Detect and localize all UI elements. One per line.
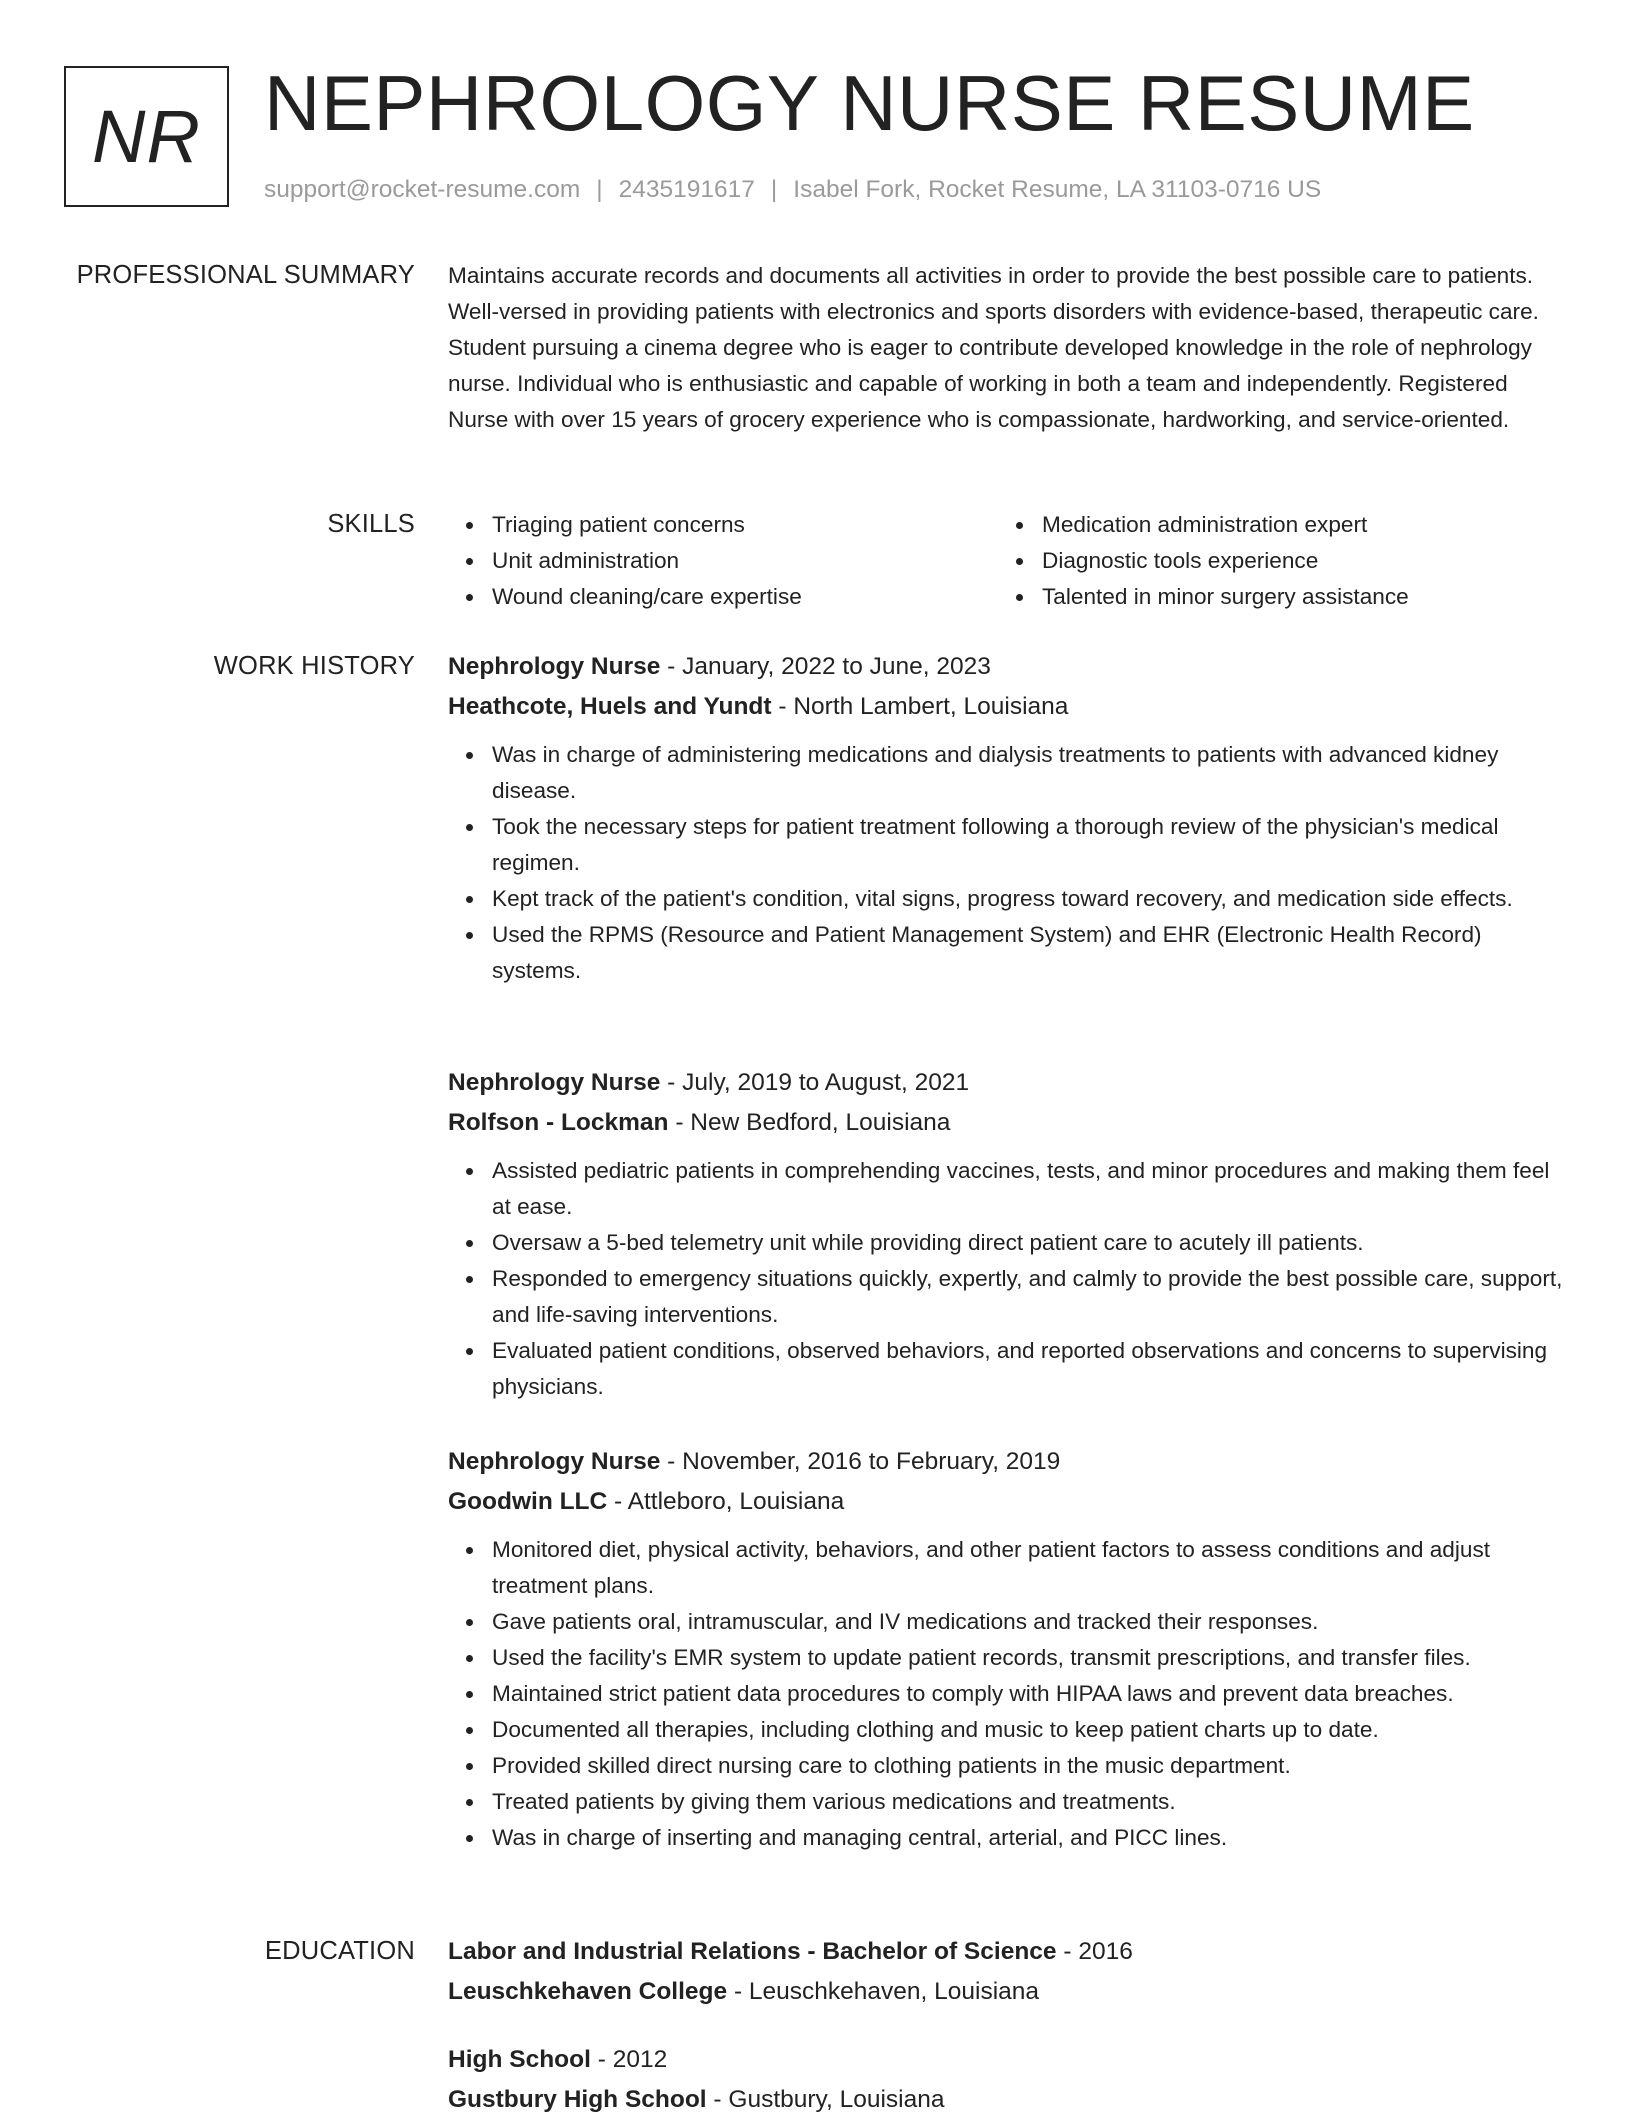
section-heading-summary: PROFESSIONAL SUMMARY	[76, 261, 415, 289]
job-bullet: Gave patients oral, intramuscular, and IV medications and tracked their responses.	[492, 1604, 1568, 1640]
job-entry	[448, 647, 1568, 989]
section-heading-skills: SKILLS	[327, 510, 415, 538]
education-school-line	[448, 1972, 1568, 2012]
education-school-line	[448, 2080, 1568, 2120]
monogram-initials: NR	[92, 95, 201, 178]
contact-phone: 2435191617	[618, 176, 755, 203]
job-bullet: Responded to emergency situations quickly, expertly, and calmly to provide the best possible care, support, and life-saving interventions.	[492, 1261, 1568, 1333]
contact-email: support@rocket-resume.com	[264, 176, 581, 203]
section-heading-work-history: WORK HISTORY	[213, 652, 415, 680]
job-location: - Attleboro, Louisiana	[607, 1488, 845, 1515]
section-heading-education: EDUCATION	[264, 1937, 415, 1965]
job-bullet: Oversaw a 5-bed telemetry unit while providing direct patient care to acutely ill patients.	[492, 1225, 1568, 1261]
skill-item: Medication administration expert	[1042, 507, 1548, 543]
job-bullet: Was in charge of administering medications and dialysis treatments to patients with advanced kidney disease.	[492, 737, 1568, 809]
skill-item: Wound cleaning/care expertise	[492, 579, 998, 615]
job-company: Goodwin LLC	[448, 1488, 608, 1515]
job-dates: - July, 2019 to August, 2021	[660, 1069, 970, 1096]
education-year: - 2016	[1056, 1938, 1133, 1965]
contact-address: Isabel Fork, Rocket Resume, LA 31103-0716 US	[793, 176, 1322, 203]
job-company-line	[448, 1103, 1568, 1143]
job-company-line	[448, 1482, 1568, 1522]
job-company: Heathcote, Huels and Yundt	[448, 693, 772, 720]
job-bullet: Used the facility's EMR system to update patient records, transmit prescriptions, and transfer files.	[492, 1640, 1568, 1676]
job-company: Rolfson - Lockman	[448, 1109, 669, 1136]
job-bullet: Evaluated patient conditions, observed behaviors, and reported observations and concerns to supervising physicians.	[492, 1333, 1568, 1405]
education-entry	[448, 1932, 1568, 2012]
resume-title: NEPHROLOGY NURSE RESUME	[264, 59, 1475, 147]
skills-column-right	[998, 507, 1548, 615]
education-degree: High School	[448, 2046, 591, 2073]
education-school: Gustbury High School	[448, 2086, 707, 2113]
summary-text: Maintains accurate records and documents all activities in order to provide the best possible care to patients. Well-versed in providing patients with electronics and sports disorders with evidence-based, therapeutic care. Student pursuing a cinema degree who is eager to contribute developed knowledge in the role of nephrology nurse. Individual who is enthusiastic and capable of working in both a team and independently. Registered Nurse with over 15 years of grocery experience who is compassionate, hardworking, and service-oriented.	[448, 263, 1539, 432]
job-bullet: Assisted pediatric patients in comprehending vaccines, tests, and minor procedures and making them feel at ease.	[492, 1153, 1568, 1225]
job-title: Nephrology Nurse	[448, 1448, 661, 1475]
monogram-box	[64, 66, 229, 207]
contact-line	[264, 174, 1321, 206]
education-degree-line	[448, 1932, 1568, 1972]
job-bullet: Treated patients by giving them various medications and treatments.	[492, 1784, 1568, 1820]
education-degree: Labor and Industrial Relations - Bachelor of Science	[448, 1938, 1057, 1965]
skill-item: Talented in minor surgery assistance	[1042, 579, 1548, 615]
education-location: - Gustbury, Louisiana	[706, 2086, 945, 2113]
job-title: Nephrology Nurse	[448, 1069, 661, 1096]
skills-column-left	[448, 507, 998, 615]
skill-item: Triaging patient concerns	[492, 507, 998, 543]
job-bullet: Maintained strict patient data procedures to comply with HIPAA laws and prevent data breaches.	[492, 1676, 1568, 1712]
skill-item: Unit administration	[492, 543, 998, 579]
job-bullet: Used the RPMS (Resource and Patient Management System) and EHR (Electronic Health Record) systems.	[492, 917, 1568, 989]
education-location: - Leuschkehaven, Louisiana	[727, 1978, 1040, 2005]
job-title-line	[448, 647, 1568, 687]
job-location: - New Bedford, Louisiana	[668, 1109, 951, 1136]
job-title: Nephrology Nurse	[448, 653, 661, 680]
job-bullet: Monitored diet, physical activity, behaviors, and other patient factors to assess conditions and adjust treatment plans.	[492, 1532, 1568, 1604]
contact-separator: |	[596, 176, 603, 203]
education-entry	[448, 2040, 1568, 2120]
job-bullet: Kept track of the patient's condition, vital signs, progress toward recovery, and medication side effects.	[492, 881, 1568, 917]
job-entry	[448, 1063, 1568, 1405]
job-bullet: Took the necessary steps for patient treatment following a thorough review of the physician's medical regimen.	[492, 809, 1568, 881]
job-dates: - November, 2016 to February, 2019	[660, 1448, 1061, 1475]
job-bullets	[448, 1532, 1568, 1856]
education-school: Leuschkehaven College	[448, 1978, 728, 2005]
contact-separator: |	[770, 176, 778, 203]
job-bullets	[448, 1153, 1568, 1405]
job-bullet: Was in charge of inserting and managing central, arterial, and PICC lines.	[492, 1820, 1568, 1856]
job-dates: - January, 2022 to June, 2023	[660, 653, 991, 680]
job-company-line	[448, 687, 1568, 727]
job-title-line	[448, 1063, 1568, 1103]
skills-grid	[448, 507, 1568, 615]
job-entry	[448, 1442, 1568, 1856]
job-location: - North Lambert, Louisiana	[771, 693, 1069, 720]
skill-item: Diagnostic tools experience	[1042, 543, 1548, 579]
job-bullet: Provided skilled direct nursing care to clothing patients in the music department.	[492, 1748, 1568, 1784]
job-title-line	[448, 1442, 1568, 1482]
job-bullet: Documented all therapies, including clothing and music to keep patient charts up to date.	[492, 1712, 1568, 1748]
education-degree-line	[448, 2040, 1568, 2080]
education-year: - 2012	[590, 2046, 668, 2073]
job-bullets	[448, 737, 1568, 989]
